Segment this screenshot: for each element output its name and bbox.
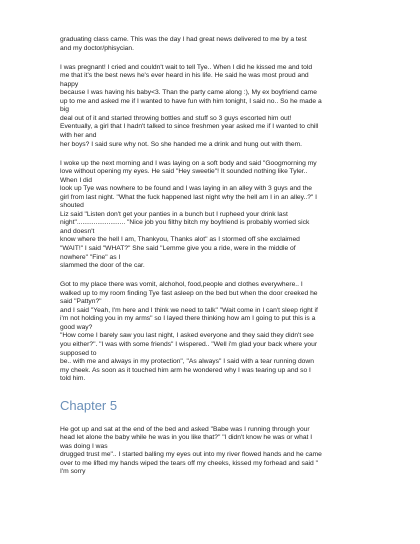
paragraph <box>60 160 365 271</box>
text-line: deal out of it and started throwing bottles and stuff so 3 guys escorted him out! <box>60 114 292 122</box>
text-line: over to me lifted my hands wiped the tears off my cheeks, kissed my forhead and said " <box>60 459 318 467</box>
text-line: with her and <box>60 131 97 139</box>
document-page <box>60 36 365 488</box>
text-line: know where the hell I am, Thankyou, Thanks alot" as I stormed off she exclaimed <box>60 236 300 244</box>
text-line: and I said "Yeah, I'm here and I think we need to talk" "Wait come in I can't sleep right if <box>60 306 318 314</box>
text-line: Liz said "Listen don't get your panties in a bunch but I rupheed your drink last <box>60 210 288 218</box>
text-line: look up Tye was nowhere to be found and I was laying in an alley with 3 guys and the <box>60 185 312 193</box>
text-line: said "Pattyn?" <box>60 298 102 306</box>
text-line: nowhere" "Fine" as I <box>60 253 121 261</box>
text-line: graduating class came. This was the day I had great news delivered to me by a test <box>60 36 307 43</box>
text-line: When I did <box>60 176 92 184</box>
text-line: "How come I barely saw you last night, I asked everyone and they said they didn't see <box>60 332 314 340</box>
text-line: and my doctor/phisycian. <box>60 44 134 52</box>
text-line: big <box>60 106 69 114</box>
text-line: girl from last night. "What the fuck happened last night why the hell am I in an alley..?" I <box>60 193 318 201</box>
text-line: because I was having his baby<3. Than the party came along :), My ex boyfriend came <box>60 89 317 97</box>
text-line: told him. <box>60 375 86 383</box>
text-line: and doesn't <box>60 227 95 235</box>
text-line: I was pregnant! I cried and couldn't wait to tell Tye.. When I did he kissed me and told <box>60 63 313 71</box>
text-line: her boys? I said sure why not. So she handed me a drink and hung out with them. <box>60 140 303 148</box>
text-line: head let alone the baby while he was in you like that?" "I didn't know he was or what I <box>60 434 313 442</box>
text-line: He got up and sat at the end of the bed and asked "Babe was I running through your <box>60 425 310 433</box>
text-line: happy <box>60 80 79 88</box>
text-line: supposed to <box>60 349 97 357</box>
text-line: I'm sorry <box>60 468 86 476</box>
text-line: love without opening my eyes. He said "Hey sweetie"! It sounded nothing like Tyler.. <box>60 168 308 176</box>
text-line: slammed the door of the car. <box>60 262 145 270</box>
text-line: shouted <box>60 202 84 210</box>
text-line: good way? <box>60 323 93 331</box>
text-line: you either?". "I was with some friends" I wispered.. "Well i'm glad your back where your <box>60 341 318 348</box>
text-line: night".......................... "Nice job you filthy bitch my boyfriend is probably worried sick <box>60 219 310 227</box>
chapter-text <box>60 426 365 477</box>
text-line: Eventually, a girl that I hadn't talked to since freshmen year asked me if I wanted to chill <box>60 123 319 131</box>
text-line: up to me and asked me if I wanted to have fun with him tonight, I said no.. So he made a <box>60 97 322 105</box>
text-line: i'm not holding you in my arms" so I layed there thinking how am I going to put this is a <box>60 315 316 323</box>
text-line: I woke up the next morning and I was laying on a soft body and said "Googmorning my <box>60 159 317 167</box>
text-line: drugged trust me".. I started balling my eyes out into my river flowed hands and he came <box>60 451 322 459</box>
paragraph <box>60 426 365 477</box>
story-text <box>60 36 365 384</box>
text-line: be.. with me and always in my protection", "As always" I said with a tear running down <box>60 358 314 366</box>
text-line: Got to my place there was vomit, alchohol, food,people and clothes everywhere.. I <box>60 281 303 289</box>
paragraph <box>60 36 365 53</box>
text-line: "WAIT!" I said "WHAT?" She said "Lemme give you a ride, were in the middle of <box>60 245 296 253</box>
text-line: my cheek. As soon as it touched him arm he wondered why I was tearing up and so I <box>60 366 311 374</box>
chapter-heading: Chapter 5 <box>60 397 118 413</box>
paragraph <box>60 281 365 384</box>
text-line: walked up to my room finding Tye fast asleep on the bed but when the door creeked he <box>60 289 318 297</box>
text-line: me that it's the best news he's ever heard in his life. He said he was most proud and <box>60 72 309 80</box>
text-line: was doing I was <box>60 442 108 450</box>
paragraph <box>60 64 365 149</box>
